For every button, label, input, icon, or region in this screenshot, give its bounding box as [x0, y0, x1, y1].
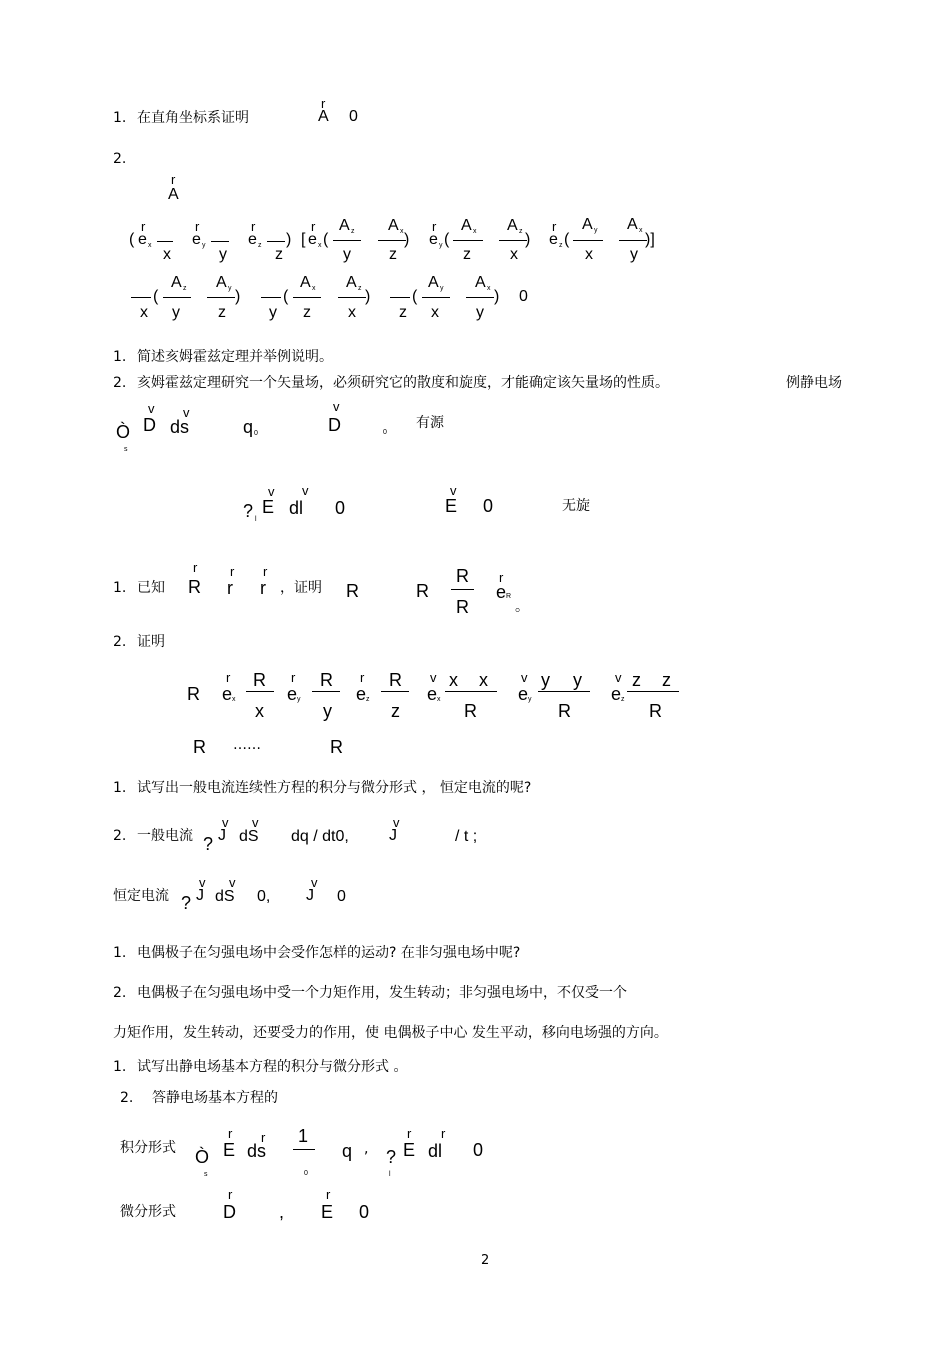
- vector-arrow: v: [311, 875, 318, 890]
- math-symbol: x: [255, 701, 264, 721]
- vector-arrow: r: [321, 96, 326, 111]
- fraction-bar: [451, 589, 474, 590]
- math-subscript: z: [559, 242, 563, 249]
- vector-arrow: r: [552, 219, 557, 234]
- fraction-bar: [538, 691, 590, 692]
- math-symbol: ): [404, 231, 410, 248]
- math-symbol: R: [188, 577, 201, 597]
- vector-arrow: v: [302, 483, 309, 498]
- math-symbol: R: [346, 581, 359, 601]
- item-text: 一般电流: [137, 828, 193, 844]
- item-number: 2.: [113, 634, 127, 650]
- item-text: 电偶极子在匀强电场中会受作怎样的运动? 在非匀强电场中呢?: [137, 945, 521, 961]
- vector-arrow: r: [499, 570, 504, 585]
- vector-arrow: r: [261, 1130, 266, 1145]
- math-subscript: R: [506, 593, 512, 600]
- math-subscript: 0: [254, 430, 258, 437]
- math-symbol: D: [143, 415, 156, 435]
- math-symbol: e: [222, 684, 233, 704]
- math-symbol: (: [444, 231, 450, 248]
- vector-arrow: v: [148, 401, 155, 416]
- math-symbol: J: [389, 827, 397, 844]
- math-symbol: 0: [335, 498, 346, 518]
- vector-arrow: r: [326, 1187, 331, 1202]
- math-symbol: dS: [215, 888, 235, 905]
- math-symbol: [: [301, 231, 306, 248]
- vector-arrow: v: [333, 399, 340, 414]
- closed-integral-symbol: Ò: [195, 1147, 210, 1167]
- math-subscript: y: [594, 227, 598, 234]
- item-text: 在直角坐标系证明: [137, 110, 249, 126]
- math-symbol: 1: [298, 1126, 309, 1146]
- math-symbol: )]: [645, 231, 655, 248]
- math-subscript: l: [389, 1171, 391, 1178]
- math-symbol: D: [223, 1202, 236, 1222]
- math-symbol: 0,: [257, 888, 271, 905]
- math-subscript: x: [473, 228, 477, 235]
- math-symbol: e: [429, 231, 438, 248]
- math-symbol: e: [356, 684, 367, 704]
- math-symbol: R: [193, 737, 206, 757]
- vector-arrow: v: [229, 875, 236, 890]
- item-number: 2.: [113, 828, 127, 844]
- vector-arrow: v: [222, 815, 229, 830]
- math-symbol: y: [172, 304, 180, 321]
- fraction-bar: [293, 297, 321, 298]
- math-symbol: y: [573, 670, 582, 690]
- math-symbol: E: [223, 1140, 236, 1160]
- math-symbol: A: [582, 216, 593, 233]
- fraction-bar: [466, 297, 494, 298]
- math-symbol: R: [389, 670, 402, 690]
- vector-arrow: r: [291, 670, 296, 685]
- fraction-bar: [619, 240, 647, 241]
- math-subscript: y: [439, 242, 443, 249]
- punctuation: ,: [364, 1141, 369, 1157]
- vector-arrow: v: [450, 483, 457, 498]
- ellipsis: ……: [233, 737, 261, 753]
- fraction-bar: [453, 240, 483, 241]
- fraction-bar: [157, 241, 173, 242]
- math-symbol: q: [342, 1141, 353, 1161]
- math-symbol: D: [328, 415, 341, 435]
- item-number: 1.: [113, 580, 127, 596]
- vector-arrow: r: [311, 219, 316, 234]
- vector-arrow: v: [268, 484, 275, 499]
- math-subscript: x: [400, 228, 404, 235]
- math-subscript: x: [487, 285, 491, 292]
- item-number: 2.: [113, 985, 127, 1001]
- fraction-bar: [163, 297, 191, 298]
- vector-arrow: r: [228, 1187, 233, 1202]
- math-symbol: ): [235, 288, 241, 305]
- math-symbol: A: [171, 274, 182, 291]
- math-symbol: r: [260, 578, 266, 598]
- vector-arrow: r: [441, 1126, 446, 1141]
- math-subscript: y: [202, 242, 206, 249]
- math-symbol: J: [196, 887, 204, 904]
- math-symbol: R: [187, 684, 200, 704]
- math-subscript: l: [255, 516, 257, 523]
- fraction-bar: [338, 297, 366, 298]
- vector-arrow: v: [521, 670, 528, 685]
- item-number: 1.: [113, 110, 127, 126]
- math-symbol: x: [510, 246, 518, 263]
- math-symbol: z: [399, 304, 407, 321]
- math-symbol: A: [461, 217, 472, 234]
- math-symbol: ): [525, 231, 531, 248]
- math-symbol: e: [427, 684, 438, 704]
- math-symbol: R: [464, 701, 477, 721]
- fraction-bar: [207, 297, 235, 298]
- math-symbol: A: [216, 274, 227, 291]
- math-symbol: x: [163, 246, 171, 263]
- math-symbol: 0: [337, 888, 346, 905]
- math-symbol: x: [449, 670, 458, 690]
- math-symbol: ): [365, 288, 371, 305]
- vector-arrow: v: [252, 815, 259, 830]
- math-symbol: R: [558, 701, 571, 721]
- vector-arrow: r: [193, 560, 198, 575]
- math-symbol: y: [269, 304, 277, 321]
- vector-arrow: r: [360, 670, 365, 685]
- math-symbol: z: [389, 246, 397, 263]
- page-number: 2: [481, 1253, 490, 1268]
- item-text: 证明: [137, 634, 165, 650]
- math-subscript: z: [621, 696, 625, 703]
- integral-form-label: 积分形式: [120, 1140, 176, 1156]
- fraction-bar: [627, 691, 679, 692]
- item-number: 1.: [113, 349, 127, 365]
- math-symbol: 0: [473, 1140, 484, 1160]
- math-symbol: ,: [279, 1202, 285, 1222]
- closed-integral-symbol: Ò: [116, 422, 131, 442]
- math-symbol: A: [388, 217, 399, 234]
- math-symbol: e: [611, 684, 622, 704]
- math-symbol: J: [218, 827, 226, 844]
- item-number: 1.: [113, 1059, 127, 1075]
- vector-arrow: r: [407, 1126, 412, 1141]
- item-text: 例静电场: [786, 375, 842, 391]
- fraction-bar: [378, 240, 406, 241]
- math-symbol: y: [343, 246, 351, 263]
- fraction-bar: [293, 1149, 315, 1150]
- item-text: 简述亥姆霍兹定理并举例说明。: [137, 349, 333, 365]
- math-symbol: dq / dt0,: [291, 828, 349, 845]
- math-subscript: s: [124, 446, 128, 453]
- math-symbol: 0: [519, 288, 528, 305]
- fraction-bar: [261, 297, 281, 298]
- math-subscript: y: [440, 285, 444, 292]
- math-symbol: R: [456, 597, 469, 617]
- math-symbol: A: [627, 216, 638, 233]
- math-subscript: z: [351, 228, 355, 235]
- math-subscript: s: [204, 1171, 208, 1178]
- math-symbol: 0: [359, 1202, 370, 1222]
- vector-arrow: r: [432, 219, 437, 234]
- math-symbol: e: [138, 231, 147, 248]
- vector-arrow: v: [615, 670, 622, 685]
- math-symbol: x: [348, 304, 356, 321]
- vector-arrow: v: [430, 670, 437, 685]
- line-integral-symbol: ?: [243, 501, 254, 521]
- fraction-bar: [131, 297, 151, 298]
- item-number: 1.: [113, 945, 127, 961]
- math-subscript: z: [183, 285, 187, 292]
- math-symbol: R: [416, 581, 429, 601]
- closed-integral-symbol: ?: [181, 893, 192, 913]
- math-symbol: z: [463, 246, 471, 263]
- vector-arrow: r: [141, 219, 146, 234]
- math-subscript: z: [366, 696, 370, 703]
- math-subscript: x: [437, 696, 441, 703]
- item-text: 答静电场基本方程的: [152, 1090, 278, 1106]
- item-number: 2.: [120, 1090, 134, 1106]
- math-subscript: x: [639, 227, 643, 234]
- math-symbol: (: [323, 231, 329, 248]
- math-symbol: ds: [247, 1141, 267, 1161]
- math-symbol: A: [428, 274, 439, 291]
- item-text: 亥姆霍兹定理研究一个矢量场，必须研究它的散度和旋度，才能确定该矢量场的性质。: [137, 375, 669, 391]
- math-symbol: dl: [289, 498, 304, 518]
- math-symbol: (: [283, 288, 289, 305]
- vector-arrow: r: [171, 172, 176, 187]
- item-text: ，证明: [280, 580, 322, 596]
- vector-arrow: r: [226, 670, 231, 685]
- math-symbol: e: [518, 684, 529, 704]
- math-symbol: R: [330, 737, 343, 757]
- math-symbol: y: [323, 701, 332, 721]
- fraction-bar: [499, 240, 527, 241]
- math-symbol: R: [649, 701, 662, 721]
- fraction-bar: [312, 691, 340, 692]
- item-text: 恒定电流: [113, 888, 169, 904]
- math-subscript: 0: [304, 1170, 308, 1177]
- math-subscript: x: [312, 285, 316, 292]
- punctuation: 。: [515, 599, 529, 615]
- math-symbol: e: [248, 231, 257, 248]
- fraction-bar: [422, 297, 450, 298]
- math-symbol: (: [412, 288, 418, 305]
- math-symbol: z: [632, 670, 641, 690]
- math-symbol: dl: [428, 1141, 443, 1161]
- vector-arrow: r: [263, 564, 268, 579]
- source-label: 有源: [416, 415, 444, 431]
- math-symbol: y: [541, 670, 550, 690]
- item-text: 力矩作用，发生转动，还要受力的作用，使 电偶极子中心 发生平动，移向电场强的方向。: [113, 1025, 668, 1041]
- math-symbol: z: [275, 246, 283, 263]
- math-symbol: (: [564, 231, 570, 248]
- math-symbol: x: [479, 670, 488, 690]
- math-symbol: y: [219, 246, 227, 263]
- vector-arrow: r: [230, 564, 235, 579]
- differential-form-label: 微分形式: [120, 1204, 176, 1220]
- math-symbol: ): [286, 231, 292, 248]
- vector-arrow: r: [251, 219, 256, 234]
- math-symbol: E: [403, 1140, 416, 1160]
- math-symbol: y: [476, 304, 484, 321]
- math-subscript: x: [232, 696, 236, 703]
- irrotational-label: 无旋: [562, 498, 590, 514]
- fraction-bar: [445, 691, 497, 692]
- vector-arrow: v: [393, 815, 400, 830]
- math-symbol: r: [227, 578, 233, 598]
- math-symbol: A: [339, 217, 350, 234]
- math-subscript: z: [258, 242, 262, 249]
- math-symbol: E: [262, 497, 275, 517]
- math-symbol: E: [321, 1202, 334, 1222]
- math-symbol: y: [630, 246, 638, 263]
- math-symbol: A: [318, 108, 329, 125]
- math-symbol: e: [192, 231, 201, 248]
- item-text: 已知: [137, 580, 165, 596]
- math-symbol: A: [507, 217, 518, 234]
- math-symbol: A: [346, 274, 357, 291]
- math-symbol: R: [320, 670, 333, 690]
- fraction-bar: [246, 691, 274, 692]
- math-subscript: y: [297, 696, 301, 703]
- math-symbol: 0: [483, 496, 494, 516]
- math-symbol: z: [218, 304, 226, 321]
- math-symbol: e: [308, 231, 317, 248]
- math-symbol: z: [662, 670, 671, 690]
- fraction-bar: [381, 691, 409, 692]
- math-symbol: e: [549, 231, 558, 248]
- math-symbol: ): [494, 288, 500, 305]
- item-number: 2.: [113, 375, 127, 391]
- math-symbol: e: [287, 684, 298, 704]
- math-symbol: A: [475, 274, 486, 291]
- math-symbol: ds: [170, 417, 190, 437]
- math-subscript: 0: [383, 429, 387, 436]
- math-symbol: A: [168, 186, 179, 203]
- math-symbol: R: [253, 670, 266, 690]
- math-symbol: q: [243, 417, 254, 437]
- vector-arrow: r: [195, 219, 200, 234]
- math-symbol: x: [140, 304, 148, 321]
- closed-integral-symbol: ?: [203, 834, 214, 854]
- item-number: 2.: [113, 151, 127, 167]
- math-subscript: z: [519, 228, 523, 235]
- item-text: 电偶极子在匀强电场中受一个力矩作用，发生转动；非匀强电场中，不仅受一个: [137, 985, 627, 1001]
- math-symbol: x: [431, 304, 439, 321]
- math-symbol: z: [303, 304, 311, 321]
- math-symbol: R: [456, 566, 469, 586]
- math-symbol: (: [129, 231, 135, 248]
- fraction-bar: [333, 240, 361, 241]
- vector-arrow: v: [183, 405, 190, 420]
- math-subscript: x: [318, 242, 322, 249]
- math-symbol: (: [153, 288, 159, 305]
- math-subscript: x: [148, 242, 152, 249]
- math-symbol: dS: [239, 828, 259, 845]
- item-number: 1.: [113, 780, 127, 796]
- math-subscript: z: [358, 285, 362, 292]
- fraction-bar: [573, 240, 603, 241]
- fraction-bar: [267, 241, 285, 242]
- math-symbol: 0: [349, 108, 358, 125]
- math-symbol: E: [445, 496, 458, 516]
- math-symbol: / t ;: [455, 828, 478, 845]
- vector-arrow: v: [199, 875, 206, 890]
- math-symbol: A: [300, 274, 311, 291]
- line-integral-symbol: ?: [386, 1147, 397, 1167]
- math-symbol: z: [391, 701, 400, 721]
- math-symbol: e: [496, 582, 507, 602]
- fraction-bar: [390, 297, 410, 298]
- vector-arrow: r: [228, 1126, 233, 1141]
- item-text: 试写出一般电流连续性方程的积分与微分形式 ， 恒定电流的呢?: [137, 780, 532, 796]
- item-text: 试写出静电场基本方程的积分与微分形式 。: [137, 1059, 408, 1075]
- math-subscript: y: [228, 285, 232, 292]
- math-symbol: x: [585, 246, 593, 263]
- math-symbol: J: [306, 887, 314, 904]
- math-subscript: y: [528, 696, 532, 703]
- fraction-bar: [211, 241, 229, 242]
